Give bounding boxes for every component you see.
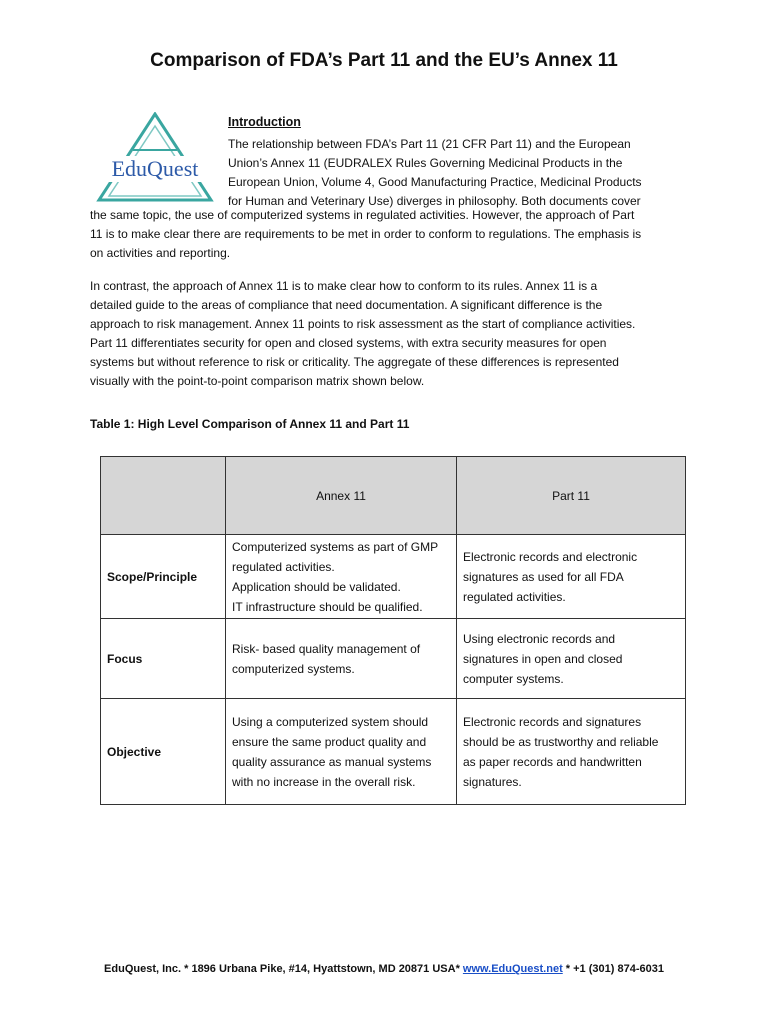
comparison-table xyxy=(100,456,686,805)
cell-line: Electronic records and signatures xyxy=(463,714,642,729)
paragraph-line: 11 is to make clear there are requirements to be met in order to conform to regulations. The emphasis is xyxy=(90,227,642,241)
introduction-heading: Introduction xyxy=(228,115,301,129)
logo-text: EduQuest xyxy=(111,156,199,181)
paragraph-line: systems but without reference to risk or criticality. The aggregate of these differences is represented xyxy=(90,355,619,369)
row-label: Objective xyxy=(101,699,226,805)
cell-line: with no increase in the overall risk. xyxy=(232,774,416,789)
paragraph-1 xyxy=(90,206,690,263)
header-cell-part11: Part 11 xyxy=(457,457,686,535)
paragraph-line: approach to risk management. Annex 11 points to risk assessment as the start of compliance activities. xyxy=(90,317,636,331)
cell-line: Risk- based quality management of xyxy=(232,641,421,656)
table-caption: Table 1: High Level Comparison of Annex 11 and Part 11 xyxy=(90,417,410,431)
annex11-cell xyxy=(226,619,457,699)
annex11-cell xyxy=(226,699,457,805)
cell-line: computerized systems. xyxy=(232,661,355,676)
intro-line: for Human and Veterinary Use) diverges in philosophy. Both documents cover xyxy=(228,194,641,208)
table-header-row xyxy=(101,457,686,535)
eduquest-logo xyxy=(93,112,217,204)
row-label: Focus xyxy=(101,619,226,699)
paragraph-line: Part 11 differentiates security for open and closed systems, with extra security measures for open xyxy=(90,336,607,350)
paragraph-line: on activities and reporting. xyxy=(90,246,231,260)
intro-line: European Union, Volume 4, Good Manufacturing Practice, Medicinal Products xyxy=(228,175,642,189)
footer-phone: * +1 (301) 874-6031 xyxy=(562,963,664,975)
paragraph-line: detailed guide to the areas of compliance that need documentation. A significant difference is the xyxy=(90,298,603,312)
intro-line: Union’s Annex 11 (EUDRALEX Rules Governing Medicinal Products in the xyxy=(228,156,623,170)
paragraph-line: the same topic, the use of computerized systems in regulated activities. However, the approach of Part xyxy=(90,208,635,222)
cell-line: signatures as used for all FDA xyxy=(463,569,624,584)
cell-line: signatures in open and closed xyxy=(463,651,623,666)
paragraph-2 xyxy=(90,277,690,391)
cell-line: Electronic records and electronic xyxy=(463,549,638,564)
header-cell-annex11: Annex 11 xyxy=(226,457,457,535)
cell-line: signatures. xyxy=(463,774,522,789)
website-link[interactable]: www.EduQuest.net xyxy=(462,963,563,975)
intro-line: The relationship between FDA’s Part 11 (21 CFR Part 11) and the European xyxy=(228,137,631,151)
part11-cell xyxy=(457,699,686,805)
cell-line: Application should be validated. xyxy=(232,579,401,594)
part11-cell xyxy=(457,619,686,699)
cell-line: computer systems. xyxy=(463,671,564,686)
cell-line: as paper records and handwritten xyxy=(463,754,642,769)
table-row xyxy=(101,535,686,619)
cell-line: Using electronic records and xyxy=(463,631,616,646)
cell-line: regulated activities. xyxy=(463,589,566,604)
cell-line: quality assurance as manual systems xyxy=(232,754,432,769)
cell-line: ensure the same product quality and xyxy=(232,734,427,749)
cell-line: Computerized systems as part of GMP xyxy=(232,539,439,554)
table-row xyxy=(101,619,686,699)
cell-line: Using a computerized system should xyxy=(232,714,429,729)
cell-line: should be as trustworthy and reliable xyxy=(463,734,659,749)
part11-cell xyxy=(457,535,686,619)
introduction-text xyxy=(228,135,688,211)
header-cell-empty xyxy=(101,457,226,535)
cell-line: regulated activities. xyxy=(232,559,335,574)
row-label: Scope/Principle xyxy=(101,535,226,619)
table-row xyxy=(101,699,686,805)
annex11-cell xyxy=(226,535,457,619)
document-title: Comparison of FDA’s Part 11 and the EU’s Annex 11 xyxy=(150,50,618,71)
paragraph-line: In contrast, the approach of Annex 11 is to make clear how to conform to its rules. Annex 11 is a xyxy=(90,279,598,293)
cell-line: IT infrastructure should be qualified. xyxy=(232,599,423,614)
paragraph-line: visually with the point-to-point comparison matrix shown below. xyxy=(90,374,425,388)
footer-address: EduQuest, Inc. * 1896 Urbana Pike, #14, Hyattstown, MD 20871 USA* xyxy=(104,963,463,975)
page-footer xyxy=(0,963,768,975)
